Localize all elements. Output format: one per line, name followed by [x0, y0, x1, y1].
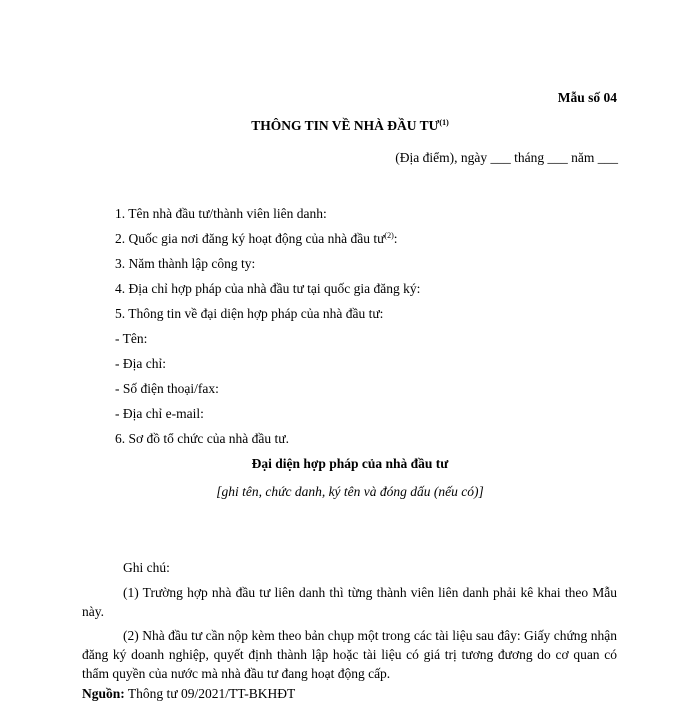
country-footnote-marker: (2): [384, 231, 394, 240]
representative-email-field: - Địa chỉ e-mail:: [115, 406, 204, 421]
document-title-text: THÔNG TIN VỀ NHÀ ĐẦU TƯ: [251, 118, 440, 133]
source-text: Thông tư 09/2021/TT-BKHĐT: [124, 686, 296, 701]
registration-country-label: 2. Quốc gia nơi đăng ký hoạt động của nhà đầu tư: [115, 231, 385, 246]
representative-phone-field: - Số điện thoại/fax:: [115, 381, 219, 396]
legal-representative-field: 5. Thông tin về đại diện hợp pháp của nhà đầu tư:: [115, 306, 384, 321]
notes-heading: Ghi chú:: [123, 560, 170, 575]
document-title: [0, 118, 700, 134]
registration-country-colon: :: [393, 231, 398, 246]
signature-title: Đại diện hợp pháp của nhà đầu tư: [251, 456, 449, 471]
note-paragraph-1: (1) Trường hợp nhà đầu tư liên danh thì từng thành viên liên danh phải kê khai theo Mẫu này.: [82, 585, 617, 619]
signature-instruction: [ghi tên, chức danh, ký tên và đóng dấu (nếu có)]: [216, 484, 484, 499]
registration-country-field: [115, 231, 398, 247]
representative-address-field: - Địa chỉ:: [115, 356, 166, 371]
founding-year-field: 3. Năm thành lập công ty:: [115, 256, 256, 271]
title-footnote-marker: (1): [439, 118, 449, 127]
note-paragraph-2: (2) Nhà đầu tư cần nộp kèm theo bản chụp một trong các tài liệu sau đây: Giấy chứng nhận đăng ký doanh nghiệp, quyết định thành lập hoặc tài liệu có giá trị tương đương do cơ quan có thẩm quyền của nước mà nhà đầu tư đang hoạt động cấp.: [82, 628, 617, 681]
form-number: Mẫu số 04: [557, 90, 617, 105]
legal-address-field: 4. Địa chỉ hợp pháp của nhà đầu tư tại quốc gia đăng ký:: [115, 281, 421, 296]
representative-name-field: - Tên:: [115, 331, 148, 346]
place-date-line: (Địa điểm), ngày ___ tháng ___ năm ___: [395, 150, 618, 165]
investor-name-field: 1. Tên nhà đầu tư/thành viên liên danh:: [115, 206, 327, 221]
source-label: Nguồn:: [82, 686, 125, 701]
organization-chart-field: 6. Sơ đồ tổ chức của nhà đầu tư.: [115, 431, 289, 446]
